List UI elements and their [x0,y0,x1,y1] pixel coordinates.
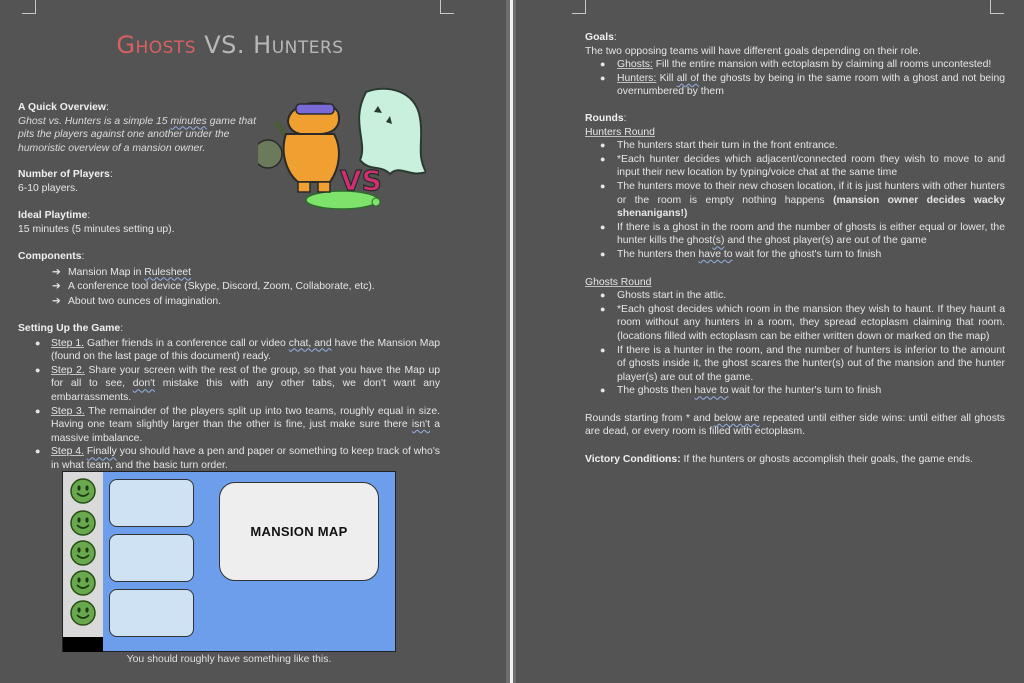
components-section [18,250,458,309]
text-run: If there is a hunter in the room, and the number of hunters is inferior to the amount of ghosts inside it, the ghost scares the hunter(s) out of the mansion and the hunter player(s) are out of the game. [617,344,1005,383]
bullet-icon: ● [600,180,606,191]
colon: : [613,32,617,43]
colon: : [87,210,91,221]
bullet-icon: ● [35,364,41,375]
rounds-heading: Rounds [585,113,624,124]
colon: : [677,454,681,466]
text-run: *Each ghost decides which room in the mansion they wish to haunt. If they haunt a room without any hunters in a room, they spread ectoplasm claiming that room. (locations filled with ectoplasm can be either written down or marked on the map) [617,303,1005,342]
spell-flag: chat, and [288,337,332,349]
text-run: The hunters start their turn in the front entrance. [617,140,838,152]
bold-text: (mansion owner decides wacky shenanigans!) [617,194,1005,220]
bullet-icon: ● [35,337,41,348]
list-item [34,337,440,364]
players-value: 6-10 players. [18,182,79,194]
page-divider [510,0,513,683]
bullet-icon: ● [35,405,41,416]
text-run: mistake this with any other tabs, we don't want any embarrassments. [51,378,441,403]
bullet-icon: ● [600,221,606,232]
spell-flag: isn't [411,419,431,431]
goals-section [585,31,1005,99]
bullet-icon: ● [600,153,606,164]
list-item [597,384,1005,398]
spell-flag: Finally [86,446,117,458]
hunters-round-title: Hunters Round [585,126,655,138]
text-run: About two ounces of imagination. [68,295,222,307]
map-black-corner [63,637,103,652]
list-item [597,153,1005,180]
list-item [597,303,1005,344]
spell-flag: all of [676,72,700,84]
arrow-bullet-icon: ➔ [52,295,61,307]
crop-mark [572,0,586,14]
mansion-map-figure [62,471,396,652]
player-token-strip [63,472,103,637]
list-item [52,280,458,294]
list-item [597,180,1005,221]
mansion-map-label: MANSION MAP [219,482,379,581]
bullet-icon: ● [600,59,606,70]
list-item [52,266,458,280]
ghosts-round-list [597,289,1005,398]
victory-text: If the hunters or ghosts accomplish their goals, the game ends. [680,454,973,466]
setup-heading: Setting Up the Game [18,323,121,334]
spell-flag: have to [698,248,733,260]
components-list [52,266,458,309]
overview-text [18,115,258,156]
goals-list [597,58,1005,99]
spell-flag: don't [132,378,156,390]
text-run: Mansion Map in [68,266,145,278]
players-section [18,168,258,195]
rounds-section [585,112,1005,467]
ghosts-round-title: Ghosts Round [585,276,652,288]
list-item [597,248,1005,262]
bullet-icon: ● [600,72,606,83]
smiley-face-icon [70,478,96,504]
step-label: Step 3. [51,405,85,417]
text-run: *Each hunter decides which adjacent/connected room they wish to move to and input their new location by typing/voice chat at the same time [617,153,1005,179]
text-run: you should have a pen and paper or something to keep track of who's in what team, and the basic turn order. [51,446,441,471]
goal-label: Ghosts: [617,59,653,71]
list-item [34,364,440,405]
text-run: wait for the ghost's turn to finish [732,248,882,260]
spell-flag: have to [694,385,729,397]
text-run: Rounds starting from * and [585,412,715,424]
map-room [109,479,194,527]
bullet-icon: ● [600,344,606,355]
vs-art-text: VS [340,164,382,197]
victory-heading: Victory Conditions [585,454,678,466]
list-item [34,445,440,472]
map-room [109,534,194,582]
players-heading: Number of Players [18,169,110,180]
text-run: A conference tool device (Skype, Discord, Zoom, Collaborate, etc). [68,281,375,293]
text-run: The hunters then [617,248,699,260]
document-title [0,30,460,60]
list-item [597,344,1005,385]
text-run: Fill the entire mansion with ectoplasm by claiming all rooms uncontested! [652,59,992,71]
colon: : [623,113,627,124]
playtime-section [18,209,318,236]
bullet-icon: ● [35,446,41,457]
list-item [52,295,458,309]
list-item [597,139,1005,153]
text-run: and the ghost player(s) are out of the game [724,235,927,247]
figure-caption: You should roughly have something like this. [126,654,332,665]
list-item [597,58,1005,72]
bullet-icon: ● [600,385,606,396]
goals-intro: The two opposing teams will have different goals depending on their role. [585,45,921,57]
spell-flag: Rulesheet [144,266,192,278]
arrow-bullet-icon: ➔ [52,266,61,278]
text-run: have the Mansion Map (found on the last page of this document) ready. [51,337,440,363]
setup-steps-list [34,337,440,473]
playtime-heading: Ideal Playtime [18,210,88,221]
smiley-face-icon [70,600,96,626]
crop-mark [22,0,36,14]
colon: : [109,169,113,180]
step-label: Step 2. [51,364,85,376]
list-item [597,221,1005,248]
goals-heading: Goals [585,32,614,43]
bullet-icon: ● [600,290,606,301]
smiley-face-icon [70,540,96,566]
colon: : [120,323,124,334]
repeat-paragraph [585,412,1005,439]
smiley-face-icon [70,510,96,536]
colon: : [105,102,109,113]
list-item [34,405,440,446]
overview-section [18,101,258,155]
text-run: the ghosts by being in the same room with a ghost and not being overnumbered by them [617,72,1006,98]
text-run: The hunters move to their new chosen location, if it is just hunters with other hunters or the room is empty nothing happens [617,180,1005,206]
hunters-round-list [597,139,1005,261]
components-heading: Components [18,251,82,262]
overview-heading: A Quick Overview [18,102,106,113]
step-label: Step 1. [51,337,85,349]
text-run: a massive imbalance. [51,419,440,444]
text-run: Gather friends in a conference call or video [84,337,289,349]
text-run: Share your screen with the rest of the group, so that you have the Map up for all to see, [51,364,440,390]
title-ghosts: Ghosts [116,31,197,59]
text-run: The ghosts then [617,385,695,397]
step-label: Step 4. [51,446,84,458]
victory-paragraph [585,453,1005,467]
map-room [109,589,194,637]
setup-section [18,322,440,473]
list-item [597,289,1005,303]
bullet-icon: ● [600,248,606,259]
document-page-left [0,0,506,683]
goal-label: Hunters: [617,72,657,84]
bullet-icon: ● [600,140,606,151]
spell-flag: below are [714,412,760,424]
document-page-right [516,0,1024,683]
text-run: The remainder of the players split up into two teams, roughly equal in size. Having one team slightly larger than the other is fine, just make sure there [51,405,440,431]
list-item [597,72,1005,99]
text-run: Ghost vs. Hunters is a simple 15 [18,115,171,127]
text-run: wait for the hunter's turn to finish [728,385,882,397]
text-run: repeated until either side wins: until either all ghosts are dead, or every room is filled with ectoplasm. [585,412,1005,438]
text-run: Ghosts start in the attic. [617,290,727,302]
crop-mark [440,0,454,14]
smiley-face-icon [70,570,96,596]
spell-flag: (s) [712,235,725,247]
bullet-icon: ● [600,303,606,314]
playtime-value: 15 minutes (5 minutes setting up). [18,223,175,235]
text-run: If there is a ghost in the room and the number of ghosts is either equal or lower, the hunter kills the ghost [617,221,1005,247]
title-vs-hunters: VS. Hunters [204,31,344,59]
colon: : [81,251,85,262]
arrow-bullet-icon: ➔ [52,281,61,293]
crop-mark [990,0,1004,14]
text-run: Kill [656,72,677,84]
spell-flag: minutes [170,115,207,127]
text-run: game that pits the players against one another under the humoristic overview of a mansion owner. [18,115,256,154]
hunter-vs-ghost-illustration [258,82,426,214]
